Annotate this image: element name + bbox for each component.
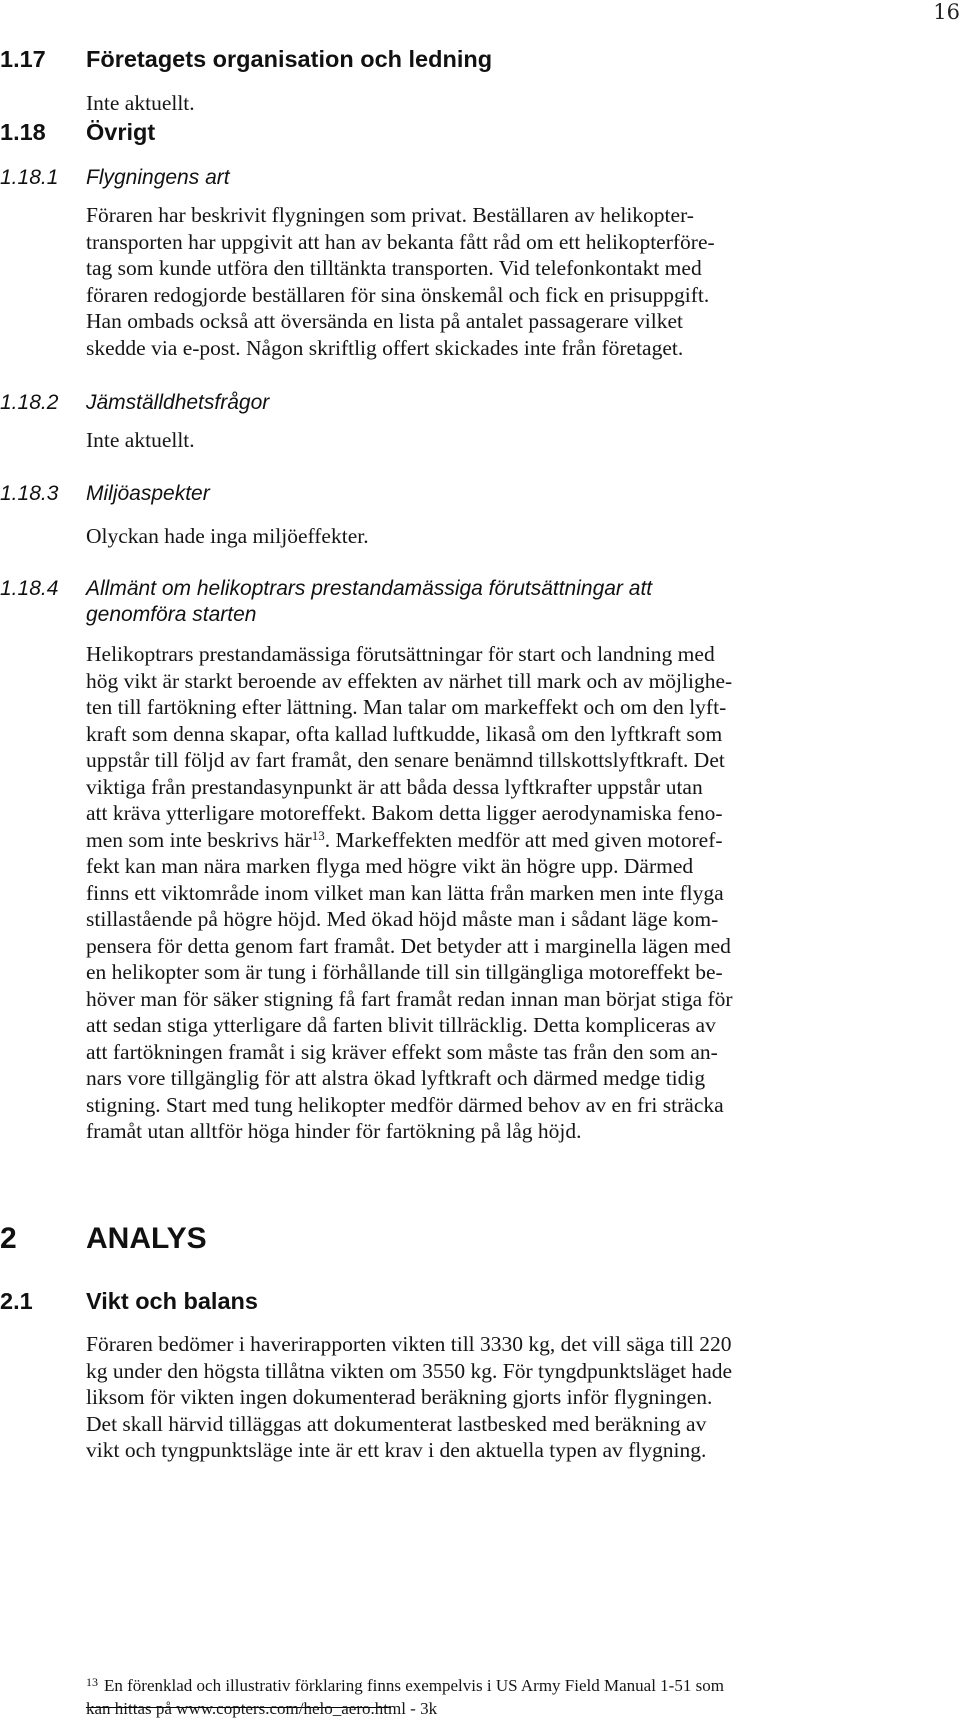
heading-1-18-1	[0, 165, 230, 191]
heading-number: 2	[0, 1222, 17, 1255]
heading-title: Vikt och balans	[86, 1288, 258, 1314]
paragraph-line: tag som kunde utföra den tilltänkta transporten. Vid telefonkontakt med	[86, 256, 702, 280]
paragraph-line: Inte aktuellt.	[86, 428, 195, 452]
paragraph-line: ten till fartökning efter lättning. Man talar om markeffekt och om den lyft-	[86, 695, 727, 719]
paragraph-line: Helikoptrars prestandamässiga förutsättningar för start och landning med	[86, 642, 715, 666]
heading-number: 1.18.4	[0, 577, 59, 600]
paragraph-line: nars vore tillgänglig för att alstra ökad lyftkraft och därmed medge tidig	[86, 1066, 706, 1090]
heading-title-line: genomföra starten	[86, 603, 257, 626]
section-1-18-1-paragraph	[86, 202, 858, 361]
paragraph-line: Det skall härvid tilläggas att dokumenterat lastbesked med beräkning av	[86, 1411, 707, 1436]
footnote-line: kan hittas på www.copters.com/helo_aero.html - 3k	[86, 1699, 438, 1718]
paragraph-line: vikt och tyngpunktsläge inte är ett krav i den aktuella typen av flygning.	[86, 1438, 707, 1462]
paragraph-line-with-footnote	[86, 827, 858, 854]
heading-number: 1.18.1	[0, 166, 59, 189]
footnote	[86, 1674, 866, 1720]
paragraph-line: finns ett viktområde inom vilket man kan lätta från marken men inte flyga	[86, 880, 724, 905]
page-number: 16	[933, 0, 960, 24]
heading-2	[0, 1221, 207, 1257]
section-1-18-2-text	[86, 427, 858, 454]
paragraph-line: stillastående på högre höjd. Med ökad höjd måste man i sådant läge kom-	[86, 907, 719, 931]
paragraph-line: kg under den högsta tillåtna vikten om 3550 kg. För tyngdpunktsläget hade	[86, 1358, 733, 1383]
footnote-reference[interactable]: 13	[311, 827, 325, 843]
heading-number: 1.18	[0, 119, 46, 145]
paragraph-line: att sedan stiga ytterligare då farten blivit tillräcklig. Detta kompliceras av	[86, 1013, 716, 1037]
paragraph-line: en helikopter som är tung i förhållande till sin tillgängliga motoreffekt be-	[86, 960, 723, 984]
paragraph-line: att fartökningen framåt i sig kräver effekt som måste tas från den som an-	[86, 1039, 718, 1064]
heading-1-18-4	[0, 576, 652, 628]
paragraph-line: stigning. Start med tung helikopter medför därmed behov av en fri sträcka	[86, 1092, 724, 1117]
paragraph-line: skedde via e-post. Någon skriftlig offert skickades inte från företaget.	[86, 335, 684, 360]
paragraph-line: föraren redogjorde beställaren för sina önskemål och fick en prisuppgift.	[86, 282, 710, 307]
paragraph-line: uppstår till följd av fart framåt, den senare benämnd tillskottslyftkraft. Det	[86, 748, 725, 772]
paragraph-line: pensera för detta genom fart framåt. Det betyder att i marginella lägen med	[86, 933, 731, 958]
heading-number: 1.18.3	[0, 482, 59, 505]
section-2-1-paragraph	[86, 1331, 858, 1464]
paragraph-line: Föraren har beskrivit flygningen som privat. Beställaren av helikopter-	[86, 203, 694, 227]
paragraph-line: fekt kan man nära marken flyga med högre vikt än högre upp. Därmed	[86, 854, 694, 878]
paragraph-line: viktiga från prestandasynpunkt är att båda dessa lyftkrafter uppstår utan	[86, 774, 703, 799]
paragraph-line: Han ombads också att översända en lista på antalet passagerare vilket	[86, 309, 683, 333]
paragraph-line: Inte aktuellt.	[86, 91, 195, 115]
heading-title: Miljöaspekter	[86, 482, 210, 505]
section-1-17-text	[86, 90, 858, 117]
paragraph-line: Olyckan hade inga miljöeffekter.	[86, 524, 369, 548]
heading-title-line: Allmänt om helikoptrars prestandamässiga förutsättningar att	[86, 577, 653, 600]
text-segment: . Markeffekten medför att med given motoref-	[324, 827, 723, 852]
heading-title	[86, 576, 652, 628]
heading-number: 1.18.2	[0, 391, 59, 414]
paragraph-line: Föraren bedömer i haverirapporten vikten till 3330 kg, det vill säga till 220	[86, 1332, 732, 1356]
heading-title: Företagets organisation och ledning	[86, 46, 493, 72]
heading-1-18-2	[0, 390, 269, 416]
heading-1-18	[0, 117, 155, 147]
text-segment: men som inte beskrivs här	[86, 827, 312, 852]
section-1-18-3-text	[86, 523, 858, 550]
paragraph-line: att kräva ytterligare motoreffekt. Bakom detta ligger aerodynamiska feno-	[86, 801, 723, 825]
footnote-mark: 13	[86, 1675, 98, 1689]
paragraph-line: kraft som denna skapar, ofta kallad luftkudde, likaså om den lyftkraft som	[86, 721, 723, 746]
heading-title: Flygningens art	[86, 166, 230, 189]
paragraph-line: hög vikt är starkt beroende av effekten av närhet till mark och av möjlighe-	[86, 668, 733, 693]
heading-2-1	[0, 1286, 258, 1316]
footnote-line	[86, 1674, 866, 1697]
heading-1-18-3	[0, 481, 210, 507]
paragraph-line: framåt utan alltför höga hinder för fartökning på låg höjd.	[86, 1119, 582, 1143]
footnote-text: En förenklad och illustrativ förklaring finns exempelvis i US Army Field Manual 1-51 som	[104, 1676, 724, 1695]
paragraph-line: höver man för säker stigning få fart framåt redan innan man börjat stiga för	[86, 986, 733, 1011]
heading-title: ANALYS	[86, 1222, 207, 1255]
section-1-18-4-paragraph	[86, 641, 858, 1145]
heading-title: Jämställdhetsfrågor	[86, 391, 270, 414]
heading-title: Övrigt	[86, 119, 156, 145]
heading-number: 1.17	[0, 46, 46, 72]
heading-number: 2.1	[0, 1288, 33, 1314]
heading-1-17	[0, 44, 492, 74]
paragraph-line: transporten har uppgivit att han av bekanta fått råd om ett helikopterföre-	[86, 229, 715, 254]
paragraph-line: liksom för vikten ingen dokumenterad beräkning gjorts inför flygningen.	[86, 1385, 713, 1409]
